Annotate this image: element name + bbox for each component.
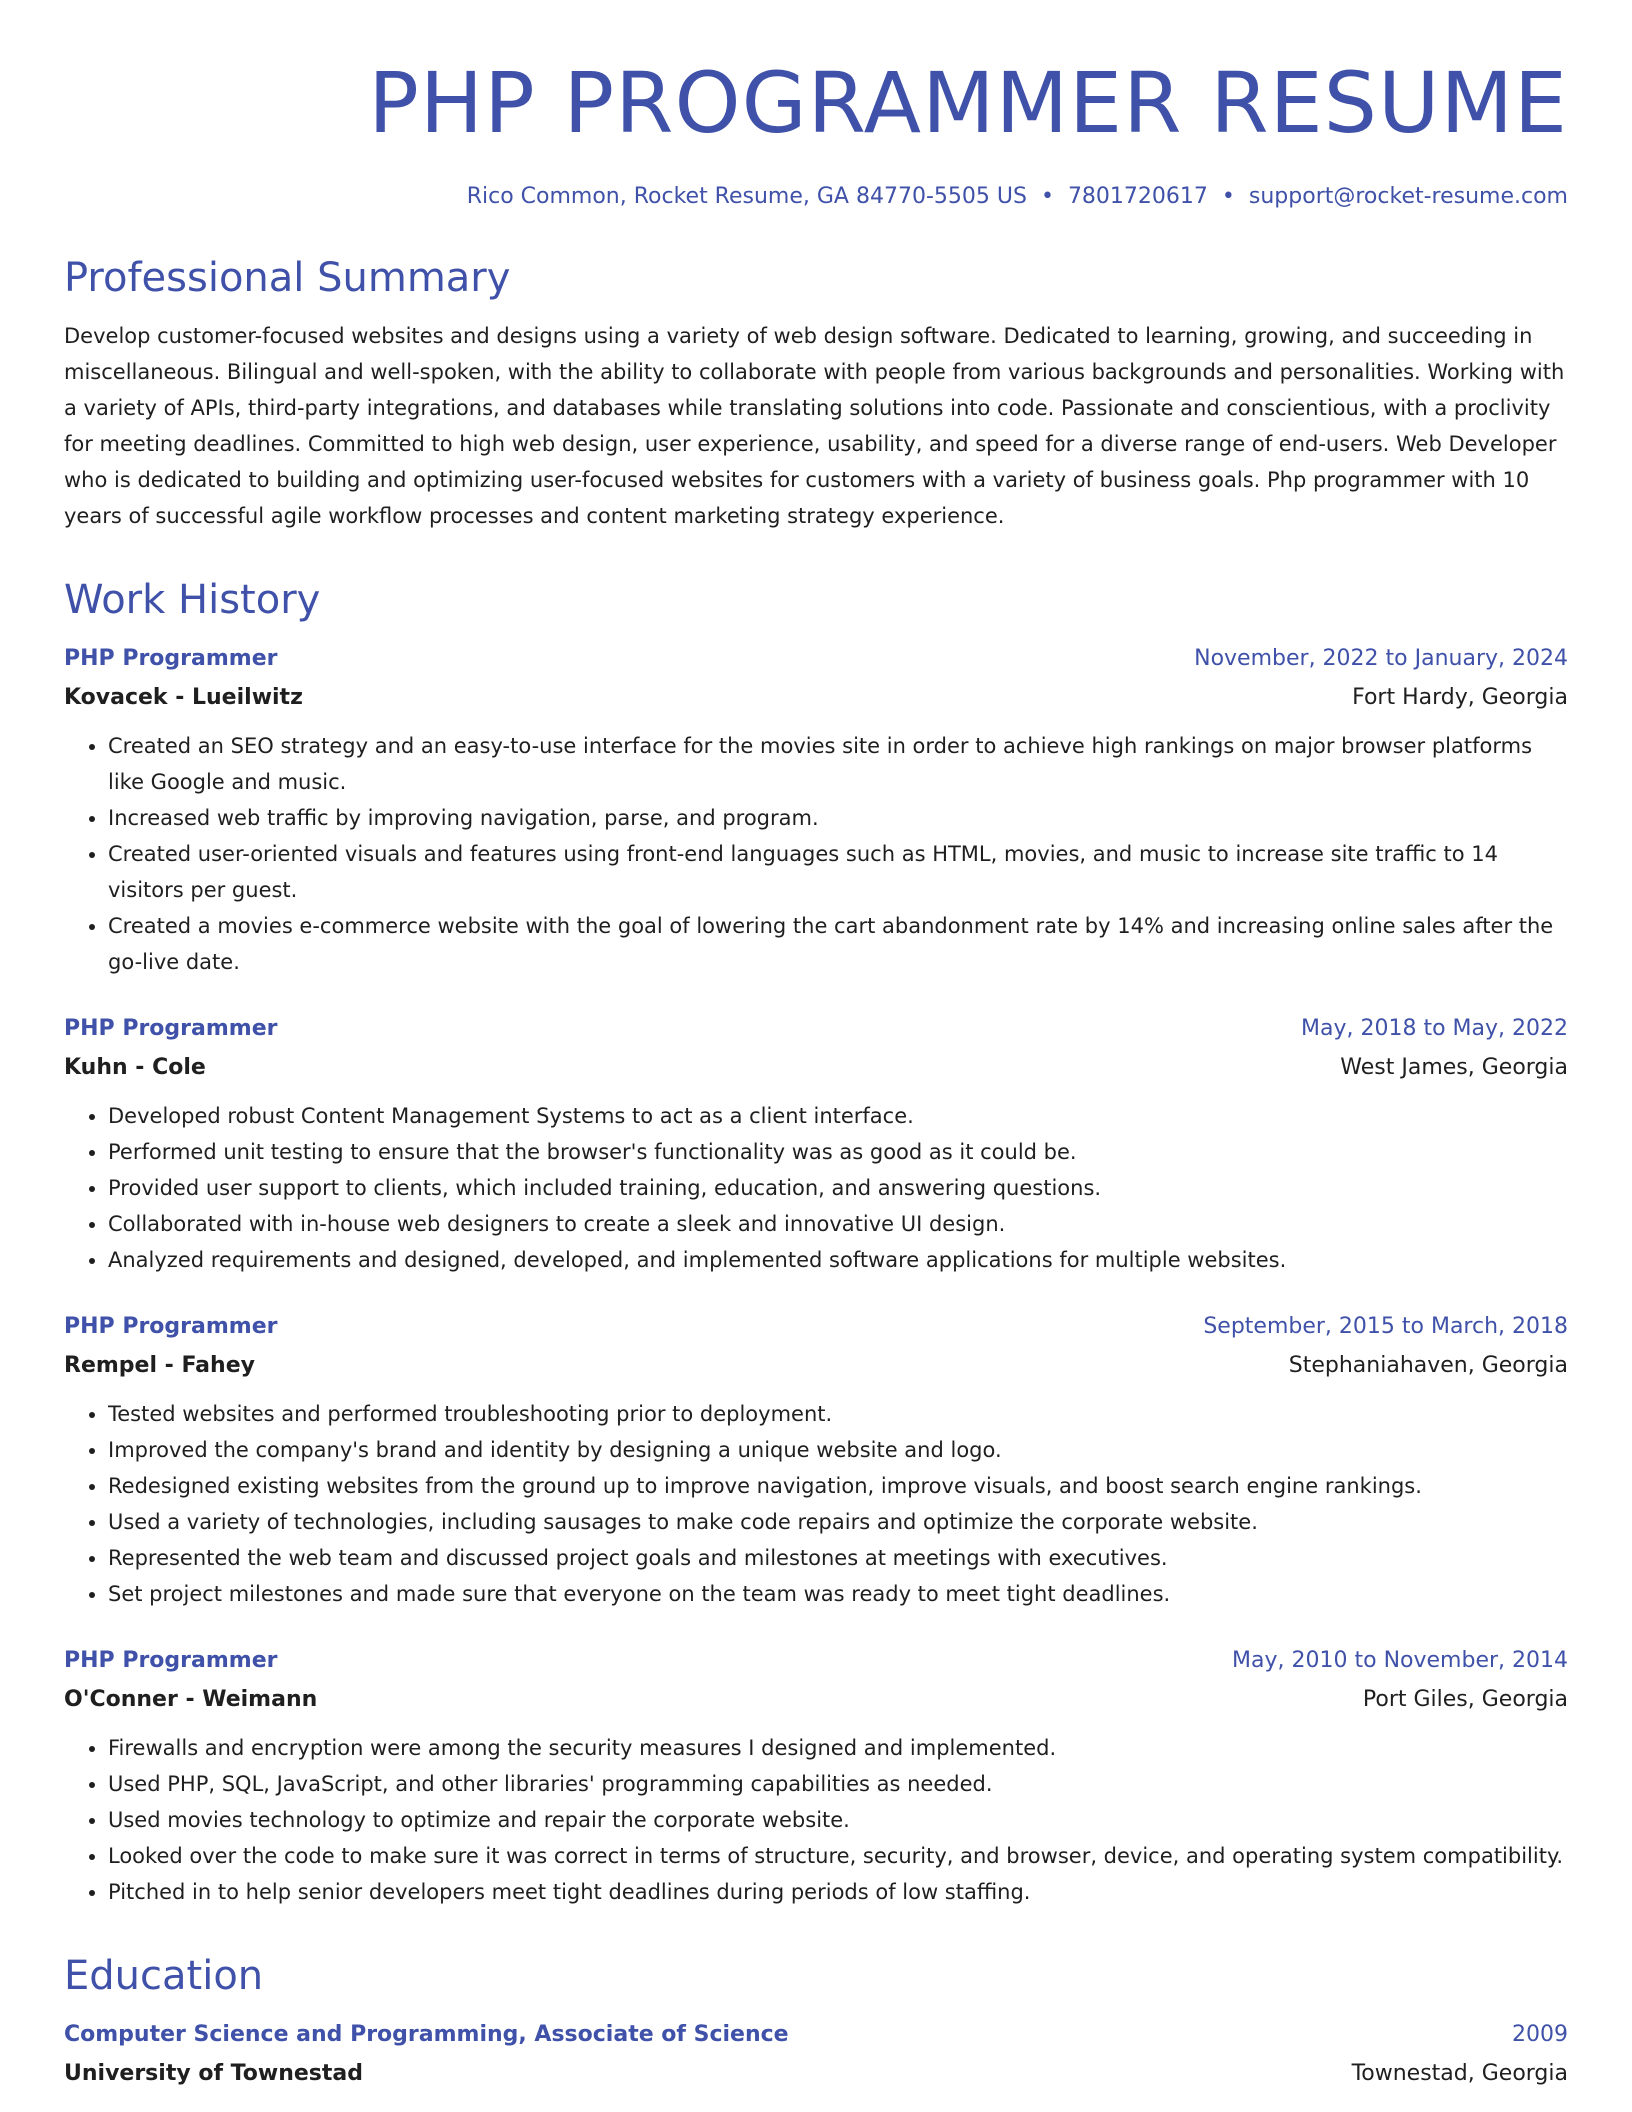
education-degree: Computer Science and Programming, Associate of Science	[64, 2022, 789, 2047]
resume-title: PHP PROGRAMMER RESUME	[368, 54, 1568, 152]
job-dates: May, 2018 to May, 2022	[1301, 1016, 1568, 1041]
job-bullet: • Performed unit testing to ensure that the browser's functionality was as good as it could be.	[108, 1134, 1568, 1170]
job-bullets	[64, 1098, 1568, 1278]
job-bullet: • Analyzed requirements and designed, developed, and implemented software applications for multiple websites.	[108, 1242, 1568, 1278]
summary-text: Develop customer-focused websites and designs using a variety of web design software. Dedicated to learning, growing, and succeeding in miscellaneous. Bilingual and well-spoken, with the ability to collaborate with people from various backgrounds and personalities. Working with a variety of APIs, third-party integrations, and databases while translating solutions into code. Passionate and conscientious, with a proclivity for meeting deadlines. Committed to high web design, user experience, usability, and speed for a diverse range of end-users. Web Developer who is dedicated to building and optimizing user-focused websites for customers with a variety of business goals. Php programmer with 10 years of successful agile workflow processes and content marketing strategy experience.	[64, 324, 1565, 528]
job-location: Fort Hardy, Georgia	[1352, 685, 1568, 710]
resume-page	[64, 48, 1568, 2094]
job-bullet: • Tested websites and performed troubleshooting prior to deployment.	[108, 1396, 1568, 1432]
education-heading: Education	[64, 1953, 264, 1999]
job-title: PHP Programmer	[64, 1016, 278, 1041]
summary-heading: Professional Summary	[64, 255, 511, 301]
job-bullet: • Increased web traffic by improving navigation, parse, and program.	[108, 800, 1568, 836]
job-title: PHP Programmer	[64, 1648, 278, 1673]
job-bullet: • Pitched in to help senior developers meet tight deadlines during periods of low staffing.	[108, 1874, 1568, 1910]
contact-address: Rico Common, Rocket Resume, GA 84770-5505 US	[466, 184, 1027, 209]
job-location: Port Giles, Georgia	[1362, 1687, 1568, 1712]
job-bullet: • Redesigned existing websites from the ground up to improve navigation, improve visuals, and boost search engine rankings.	[108, 1468, 1568, 1504]
job-bullet: • Developed robust Content Management Systems to act as a client interface.	[108, 1098, 1568, 1134]
job-dates: September, 2015 to March, 2018	[1203, 1314, 1568, 1339]
job-bullet: • Collaborated with in-house web designers to create a sleek and innovative UI design.	[108, 1206, 1568, 1242]
job-bullet: • Provided user support to clients, which included training, education, and answering questions.	[108, 1170, 1568, 1206]
job-bullets	[64, 728, 1568, 980]
job-bullet: • Firewalls and encryption were among the security measures I designed and implemented.	[108, 1730, 1568, 1766]
job-bullet: • Used movies technology to optimize and repair the corporate website.	[108, 1802, 1568, 1838]
job-title: PHP Programmer	[64, 1314, 278, 1339]
education-entry	[64, 2016, 1568, 2094]
job-bullet: • Improved the company's brand and identity by designing a unique website and logo.	[108, 1432, 1568, 1468]
contact-separator: •	[1040, 184, 1054, 209]
job-employer: O'Conner - Weimann	[64, 1687, 318, 1712]
job-location: Stephaniahaven, Georgia	[1288, 1353, 1568, 1378]
job-bullet: • Set project milestones and made sure that everyone on the team was ready to meet tight deadlines.	[108, 1576, 1568, 1612]
job-entry	[64, 1642, 1568, 1910]
job-bullet: • Represented the web team and discussed project goals and milestones at meetings with executives.	[108, 1540, 1568, 1576]
job-bullet: • Used a variety of technologies, including sausages to make code repairs and optimize the corporate website.	[108, 1504, 1568, 1540]
job-dates: May, 2010 to November, 2014	[1232, 1648, 1568, 1673]
job-bullet: • Created a movies e-commerce website with the goal of lowering the cart abandonment rate by 14% and increasing online sales after the go-live date.	[108, 908, 1568, 980]
job-bullet: • Created user-oriented visuals and features using front-end languages such as HTML, movies, and music to increase site traffic to 14 visitors per guest.	[108, 836, 1568, 908]
job-bullet: • Looked over the code to make sure it was correct in terms of structure, security, and browser, device, and operating system compatibility.	[108, 1838, 1568, 1874]
job-employer: Kuhn - Cole	[64, 1055, 206, 1080]
contact-line	[64, 182, 1568, 212]
job-employer: Rempel - Fahey	[64, 1353, 255, 1378]
work-history-heading: Work History	[64, 577, 321, 623]
contact-email: support@rocket-resume.com	[1248, 184, 1568, 209]
job-bullets	[64, 1396, 1568, 1612]
job-bullet: • Created an SEO strategy and an easy-to-use interface for the movies site in order to achieve high rankings on major browser platforms like Google and music.	[108, 728, 1568, 800]
education-school: University of Townestad	[64, 2061, 363, 2086]
job-entry	[64, 1010, 1568, 1278]
contact-separator: •	[1221, 184, 1235, 209]
job-employer: Kovacek - Lueilwitz	[64, 685, 303, 710]
job-entry	[64, 640, 1568, 980]
job-location: West James, Georgia	[1340, 1055, 1568, 1080]
education-location: Townestad, Georgia	[1351, 2061, 1568, 2086]
job-bullets	[64, 1730, 1568, 1910]
job-bullet: • Used PHP, SQL, JavaScript, and other libraries' programming capabilities as needed.	[108, 1766, 1568, 1802]
education-year: 2009	[1512, 2022, 1568, 2047]
job-title: PHP Programmer	[64, 646, 278, 671]
job-dates: November, 2022 to January, 2024	[1194, 646, 1568, 671]
job-entry	[64, 1308, 1568, 1612]
contact-phone: 7801720617	[1067, 184, 1208, 209]
